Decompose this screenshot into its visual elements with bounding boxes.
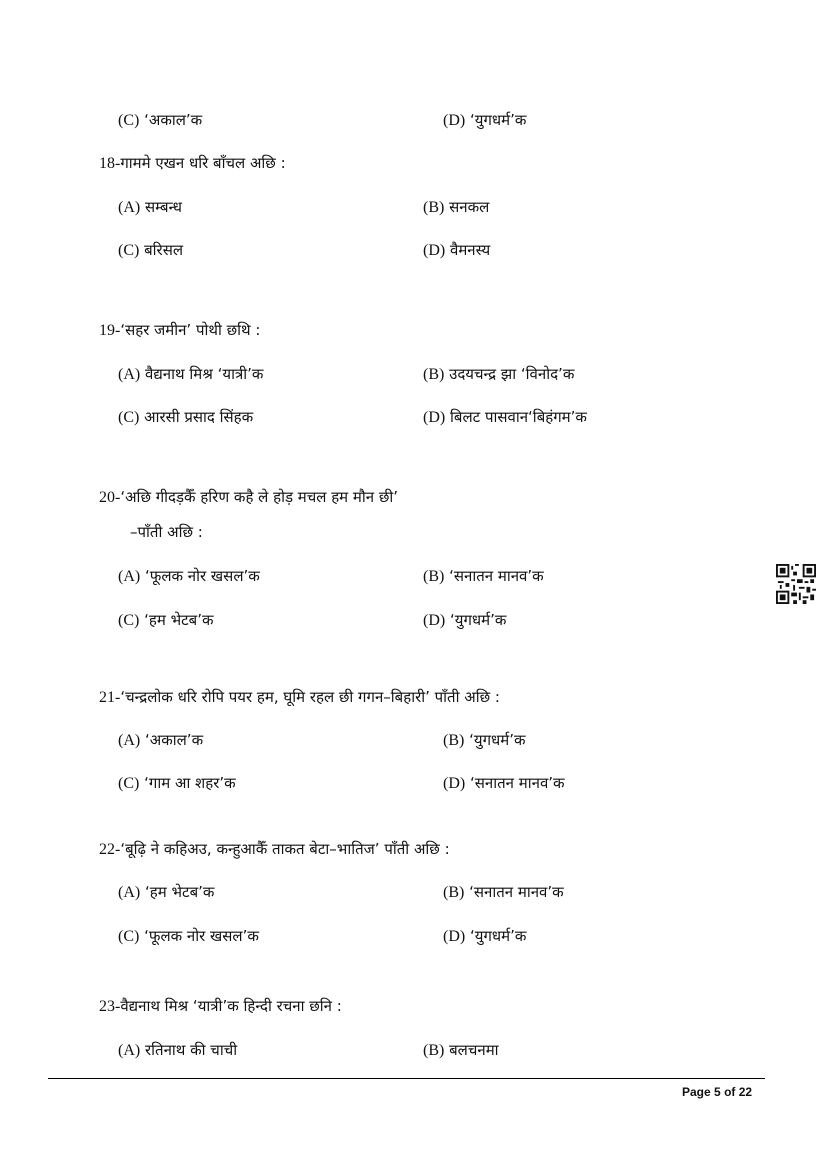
question-20: 20-‘अछि गीदड़कैँ हरिण कहै ले होड़ मचल हम मौन छी’ (99, 488, 399, 506)
q22-option-d: (D) ‘युगधर्म’क (443, 927, 527, 945)
q19-option-a: (A) वैद्यनाथ मिश्र ‘यात्री’क (118, 365, 264, 383)
option-c: (C) ‘अकाल’क (118, 111, 203, 129)
q20-option-a: (A) ‘फूलक नोर खसल’क (118, 567, 260, 585)
q18-option-c: (C) बरिसल (118, 241, 184, 259)
q18-option-d: (D) वैमनस्य (423, 241, 491, 259)
q22-option-c: (C) ‘फूलक नोर खसल’क (118, 927, 259, 945)
question-23: 23-वैद्यनाथ मिश्र ‘यात्री’क हिन्दी रचना छनि : (99, 997, 342, 1015)
question-19: 19-‘सहर जमीन’ पोथी छथि : (99, 321, 261, 339)
q20-option-c: (C) ‘हम भेटब’क (118, 611, 214, 629)
q22-option-b: (B) ‘सनातन मानव’क (443, 883, 564, 901)
question-22: 22-‘बूढ़ि ने कहिअउ, कन्हुआकैँ ताकत बेटा–भातिज’ पाँती अछि : (99, 840, 450, 858)
option-d: (D) ‘युगधर्म’क (443, 111, 527, 129)
footer-rule (48, 1078, 765, 1079)
q21-option-c: (C) ‘गाम आ शहर’क (118, 774, 236, 792)
q23-option-a: (A) रतिनाथ की चाची (118, 1041, 238, 1059)
q20-option-d: (D) ‘युगधर्म’क (423, 611, 507, 629)
q21-option-d: (D) ‘सनातन मानव’क (443, 774, 565, 792)
q20-option-b: (B) ‘सनातन मानव’क (423, 567, 544, 585)
q21-option-a: (A) ‘अकाल’क (118, 731, 204, 749)
q18-option-b: (B) सनकल (423, 198, 490, 216)
q19-option-c: (C) आरसी प्रसाद सिंहक (118, 408, 254, 426)
q21-option-b: (B) ‘युगधर्म’क (443, 731, 526, 749)
page-number: Page 5 of 22 (682, 1085, 753, 1099)
q22-option-a: (A) ‘हम भेटब’क (118, 883, 215, 901)
question-21: 21-‘चन्द्रलोक धरि रोपि पयर हम, घूमि रहल छी गगन–बिहारी’ पाँती अछि : (99, 688, 500, 706)
q23-option-b: (B) बलचनमा (423, 1041, 499, 1059)
qr-code-icon (776, 564, 816, 604)
question-18: 18-गाममे एखन धरि बाँचल अछि : (99, 154, 286, 172)
q18-option-a: (A) सम्बन्ध (118, 198, 182, 216)
question-20-line2: –पाँती अछि : (130, 523, 203, 541)
q19-option-d: (D) बिलट पासवान‘बिहंगम’क (423, 408, 587, 426)
q19-option-b: (B) उदयचन्द्र झा ‘विनोद’क (423, 365, 575, 383)
